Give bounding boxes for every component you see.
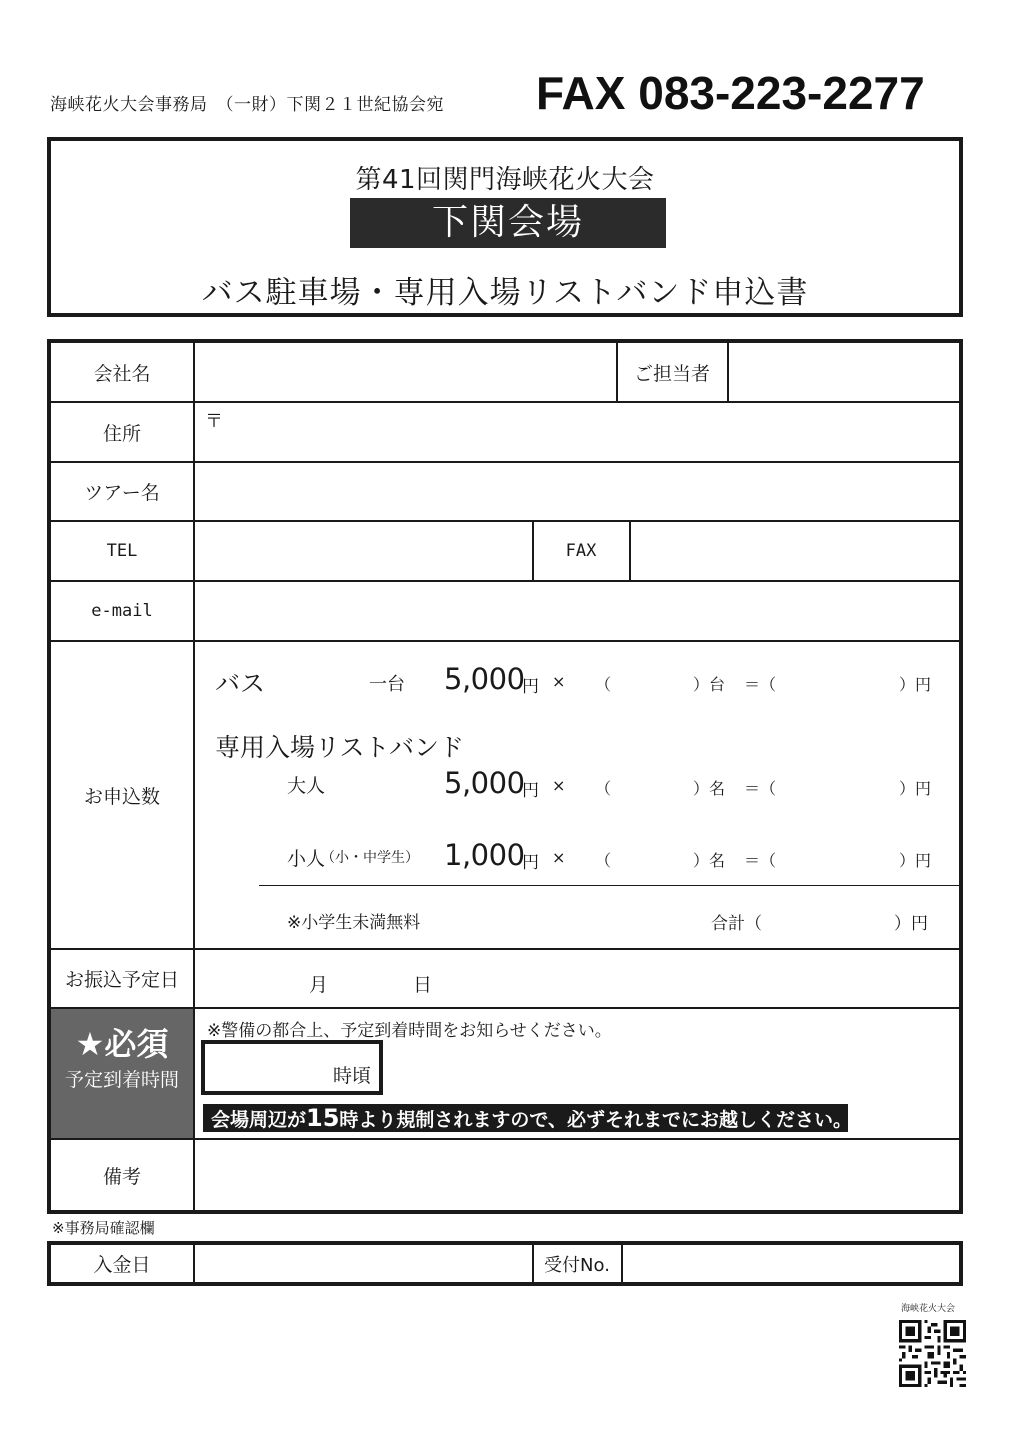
addressee-line: 海峡花火大会事務局 （一財）下関２１世紀協会宛 — [50, 95, 444, 115]
transfer-day-input[interactable] — [351, 955, 411, 1001]
day-label: 日 — [413, 974, 433, 996]
email-label: e-mail — [91, 601, 153, 621]
office-note: ※事務局確認欄 — [52, 1219, 155, 1237]
bus-unit: 一台 — [369, 674, 405, 695]
bus-label: バス — [215, 669, 266, 698]
required-label-cell — [51, 1009, 193, 1138]
remarks-label: 備考 — [102, 1165, 141, 1188]
bus-equals: ＝（ — [744, 675, 777, 694]
bus-open-paren: （ — [595, 675, 612, 694]
address-label: 住所 — [102, 422, 141, 445]
child-times: × — [552, 848, 566, 867]
fax-input[interactable] — [631, 522, 959, 580]
child-amount-input[interactable] — [786, 843, 896, 871]
child-open-paren: （ — [595, 851, 612, 870]
wristband-label: 専用入場リストバンド — [215, 733, 465, 762]
child-qty-input[interactable] — [651, 843, 691, 871]
notice-number: 15 — [306, 1104, 340, 1132]
adult-amount-input[interactable] — [786, 771, 896, 799]
application-count-label: お申込数 — [83, 785, 160, 808]
child-price: 1,000 — [444, 838, 525, 872]
fax-number: FAX 083-223-2277 — [536, 67, 925, 119]
child-yen: 円 — [522, 853, 539, 873]
total-amount-input[interactable] — [776, 903, 891, 931]
adult-equals: ＝（ — [744, 779, 777, 798]
notice-post: 時より規制されますので、必ずそれまでにお越しください。 — [339, 1109, 853, 1131]
office-table — [47, 1241, 963, 1286]
free-note: ※小学生未満無料 — [287, 913, 421, 933]
company-input[interactable] — [195, 343, 615, 401]
child-close: ）円 — [899, 851, 932, 870]
remarks-input[interactable] — [195, 1140, 959, 1210]
arrival-time-label: 予定到着時間 — [64, 1069, 179, 1091]
email-input[interactable] — [195, 582, 959, 640]
bus-qty-suffix: ）台 — [693, 675, 726, 694]
contact-label: ご担当者 — [633, 362, 710, 385]
total-label: 合計（ — [711, 914, 762, 934]
adult-close: ）円 — [899, 779, 932, 798]
address-input[interactable] — [195, 403, 959, 461]
tour-name-label: ツアー名 — [84, 482, 160, 504]
child-equals: ＝（ — [744, 851, 777, 870]
bus-amount-input[interactable] — [786, 667, 896, 695]
qr-code-icon[interactable] — [899, 1320, 966, 1387]
arrival-note: ※警備の都合上、予定到着時間をお知らせください。 — [207, 1021, 612, 1041]
bus-close: ）円 — [899, 675, 932, 694]
total-close: ）円 — [894, 914, 928, 934]
bus-price: 5,000 — [444, 662, 525, 696]
bus-qty-input[interactable] — [651, 667, 691, 695]
tel-label: TEL — [106, 541, 138, 561]
subtotal-divider — [259, 885, 959, 886]
contact-input[interactable] — [729, 343, 959, 401]
receipt-no-input[interactable] — [623, 1245, 959, 1282]
receipt-no-label: 受付No. — [544, 1254, 610, 1276]
child-sub-label: （小・中学生） — [321, 850, 419, 866]
adult-qty-input[interactable] — [651, 771, 691, 799]
required-mark: ★必須 — [75, 1025, 169, 1063]
event-title: 第41回関門海峡花火大会 — [355, 165, 655, 195]
tel-input[interactable] — [195, 522, 531, 580]
time-unit: 時頃 — [332, 1065, 371, 1087]
bus-times: × — [552, 672, 566, 691]
tour-name-input[interactable] — [195, 463, 959, 520]
payment-date-input[interactable] — [195, 1245, 531, 1282]
postal-mark: 〒 — [205, 411, 223, 432]
fax-label: FAX — [565, 541, 597, 561]
form-title: バス駐車場・専用入場リストバンド申込書 — [201, 275, 809, 311]
adult-label: 大人 — [287, 775, 326, 797]
title-box — [47, 137, 963, 317]
month-label: 月 — [309, 974, 329, 996]
regulation-notice — [203, 1104, 853, 1132]
child-qty-suffix: ）名 — [693, 851, 726, 870]
adult-yen: 円 — [522, 781, 539, 801]
company-label: 会社名 — [93, 362, 151, 385]
qr-label: 海峡花火大会 — [901, 1304, 956, 1314]
transfer-month-input[interactable] — [251, 955, 306, 1001]
adult-qty-suffix: ）名 — [693, 779, 726, 798]
arrival-time-input[interactable] — [201, 1040, 383, 1095]
venue-banner: 下関会場 — [350, 198, 666, 248]
adult-price: 5,000 — [444, 766, 525, 800]
application-form-table — [47, 339, 963, 1214]
notice-pre: 会場周辺が — [211, 1109, 307, 1131]
adult-open-paren: （ — [595, 779, 612, 798]
bus-yen: 円 — [522, 677, 539, 697]
child-label: 小人 — [287, 848, 326, 870]
transfer-date-label: お振込予定日 — [64, 969, 179, 991]
adult-times: × — [552, 776, 566, 795]
payment-date-label: 入金日 — [93, 1254, 151, 1276]
